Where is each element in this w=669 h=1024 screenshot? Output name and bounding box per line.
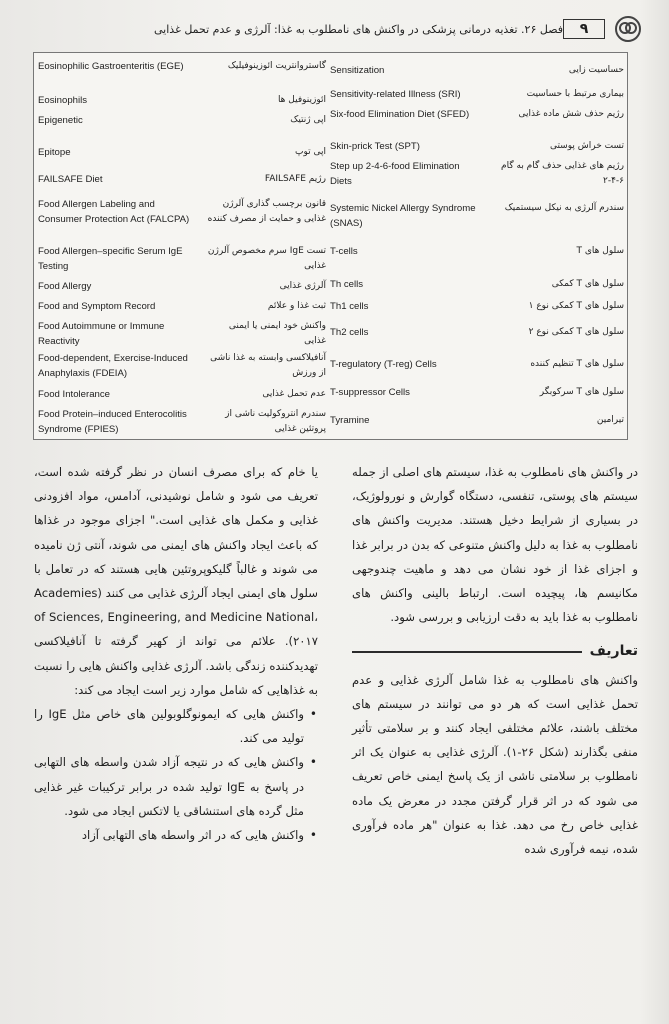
glossary-row: [330, 201, 624, 231]
continuation-paragraph: یا خام که برای مصرف انسان در نظر گرفته شده است، تعریف می شود و شامل نوشیدنی، آدامس، مواد افزودنی غذایی و مکمل های غذایی است." اجزای موجود در غذاها که باعث ایجاد واکنش های ایمنی می شوند، آنتی ژن نامیده می شوند و غالباً گلیکوپروتئین هایی هستند که در تعامل با سلول های ایمنی ایجاد آلرژی غذایی می کنند (Academies of Sciences, Engineering, and Medicine National، ۲۰۱۷). علائم می تواند از کهیر گرفته تا آنافیلاکسی تهدیدکننده زندگی باشد. آلرژی غذایی واکنش هایی را نسبت به غذاهایی که شامل موارد زیر است ایجاد می کند:: [34, 465, 318, 697]
glossary-row: [330, 299, 624, 314]
glossary-term-fa: سلول های T تنظیم کننده: [530, 359, 624, 369]
glossary-term-en: FAILSAFE Diet: [38, 174, 103, 185]
glossary-row: [38, 59, 326, 74]
glossary-term-en: Food Protein–induced Enterocolitis Syndrome (FPIES): [38, 409, 187, 435]
reaction-bullet-list: [34, 702, 318, 847]
glossary-row: [38, 93, 326, 108]
glossary-term-fa: آلرژی غذایی: [279, 281, 326, 291]
glossary-term-fa: سلول های T: [576, 246, 624, 256]
glossary-term-fa: رژیم حذف شش ماده غذایی: [518, 109, 624, 119]
glossary-term-fa: آنافیلاکسی وابسته به غذا ناشی از ورزش: [210, 353, 326, 378]
glossary-term-fa: سندرم انتروکولیت ناشی از پروتئین غذایی: [225, 409, 326, 434]
glossary-term-fa: سندرم آلرژی به نیکل سیستمیک: [504, 203, 624, 213]
glossary-row: [330, 325, 624, 340]
glossary-term-en: Skin-prick Test (SPT): [330, 141, 420, 152]
glossary-term-en: Food Autoimmune or Immune Reactivity: [38, 321, 165, 347]
glossary-row: [330, 87, 624, 102]
glossary-term-fa: سلول های T سرکوبگر: [539, 387, 624, 397]
glossary-term-en: Eosinophilic Gastroenteritis (EGE): [38, 61, 184, 72]
glossary-term-en: T-regulatory (T-reg) Cells: [330, 359, 437, 370]
glossary-term-en: Sensitization: [330, 65, 385, 76]
glossary-row: [330, 357, 624, 372]
glossary-term-en: Th cells: [330, 279, 364, 290]
glossary-term-en: Sensitivity-related Illness (SRI): [330, 89, 461, 100]
glossary-term-fa: واکنش خود ایمنی یا ایمنی غذایی: [228, 321, 326, 346]
glossary-row: [38, 197, 326, 227]
glossary-term-fa: حساسیت زایی: [568, 65, 624, 75]
glossary-term-fa: بیماری مرتبط با حساسیت: [526, 89, 624, 99]
glossary-term-fa: تیرامین: [596, 415, 624, 425]
page-number: ۹: [563, 19, 605, 39]
list-item: • واکنش هایی که ایمونوگلوبولین های خاص مثل IgE را تولید می کند.: [34, 702, 304, 750]
glossary-row: [330, 277, 624, 292]
glossary-row: [38, 172, 326, 187]
glossary-term-en: Eosinophils: [38, 95, 88, 106]
glossary-row: [38, 299, 326, 314]
publisher-logo-icon: [615, 16, 641, 42]
glossary-row: [330, 244, 624, 259]
glossary-term-fa: تست IgE سرم مخصوص آلرژن غذایی: [207, 246, 326, 271]
glossary-term-en: Food Allergy: [38, 281, 92, 292]
glossary-term-en: Food-dependent, Exercise-Induced Anaphylaxis (FDEIA): [38, 353, 188, 379]
glossary-row: [330, 413, 624, 428]
glossary-row: [38, 319, 326, 349]
glossary-term-fa: تست خراش پوستی: [549, 141, 624, 151]
glossary-term-fa: اپی توپ: [295, 147, 326, 157]
glossary-term-en: Epigenetic: [38, 115, 83, 126]
glossary-row: [330, 107, 624, 122]
glossary-term-en: Tyramine: [330, 415, 370, 426]
glossary-row: [38, 387, 326, 402]
glossary-term-en: Food and Symptom Record: [38, 301, 156, 312]
glossary-term-en: T-suppressor Cells: [330, 387, 410, 398]
list-item: • واکنش هایی که در اثر واسطه های التهابی آزاد: [34, 823, 304, 847]
glossary-term-fa: رژیم FAILSAFE: [264, 174, 326, 184]
body-right-column: [352, 460, 638, 861]
glossary-term-fa: عدم تحمل غذایی: [262, 389, 326, 399]
glossary-row: [330, 139, 624, 154]
glossary-term-en: Six-food Elimination Diet (SFED): [330, 109, 470, 120]
glossary-row: [38, 244, 326, 274]
glossary-row: [38, 407, 326, 437]
glossary-term-en: Epitope: [38, 147, 71, 158]
glossary-term-en: Th1 cells: [330, 301, 369, 312]
page-edge-shadow: [639, 0, 669, 1024]
glossary-term-fa: ثبت غذا و علائم: [267, 301, 326, 311]
glossary-row: [330, 159, 624, 189]
glossary-row: [38, 113, 326, 128]
section-heading-definitions: [352, 639, 638, 663]
glossary-term-fa: سلول های T کمکی نوع ۲: [528, 327, 624, 337]
definitions-paragraph: واکنش های نامطلوب به غذا شامل آلرژی غذایی و عدم تحمل غذایی است که هر دو می توانند در سیستم های مختلف باشند، علائم مختلفی ایجاد کنند و بر سلامتی تأثیر منفی بگذارند (شکل ۲۶-۱). آلرژی غذایی به عنوان یک اثر نامطلوب بر سلامتی ناشی از یک پاسخ ایمنی خاص تعریف می شود که در اثر قرار گرفتن مجدد در معرض یک ماده غذایی خاص رخ می دهد. غذا به عنوان "هر ماده فرآوری شده، نیمه فرآوری شده: [352, 672, 639, 857]
glossary-term-fa: سلول های T کمکی نوع ۱: [528, 301, 624, 311]
list-item: • واکنش هایی که در نتیجه آزاد شدن واسطه های التهابی در پاسخ به IgE تولید شده در برابر ترکیبات غیر غذایی مثل گرده های استنشاقی یا لاتکس ایجاد می شود.: [34, 750, 304, 823]
glossary-row: [330, 385, 624, 400]
glossary-row: [38, 145, 326, 160]
glossary-row: [38, 279, 326, 294]
glossary-term-fa: قانون برچسب گذاری آلرژن غذایی و حمایت از مصرف کننده: [207, 199, 326, 224]
glossary-row: [330, 63, 624, 78]
glossary-term-en: Systemic Nickel Allergy Syndrome (SNAS): [330, 203, 476, 229]
glossary-term-fa: ائوزینوفیل ها: [277, 95, 326, 105]
glossary-term-en: Food Allergen–specific Serum IgE Testing: [38, 246, 183, 272]
glossary-term-en: T-cells: [330, 246, 358, 257]
glossary-term-en: Food Allergen Labeling and Consumer Protection Act (FALCPA): [38, 199, 190, 225]
glossary-box: [33, 52, 628, 440]
glossary-term-fa: رژیم های غذایی حذف گام به گام ۶-۴-۲: [501, 161, 624, 186]
page-header: [18, 14, 649, 44]
glossary-term-en: Th2 cells: [330, 327, 369, 338]
glossary-term-en: Food Intolerance: [38, 389, 110, 400]
chapter-title: فصل ۲۶. تغذیه درمانی پزشکی در واکنش های نامطلوب به غذا: آلرژی و عدم تحمل غذایی: [154, 22, 563, 36]
intro-paragraph: در واکنش های نامطلوب به غذا، سیستم های اصلی از جمله سیستم های پوستی، تنفسی، دستگاه گوارش و نورولوژیک، در بسیاری از شرایط دخیل هستند. مدیریت واکنش های نامطلوب به غذا به دلیل واکنش متنوعی که بدن در برابر غذا و اجزای غذا از خود نشان می دهد و ماهیت چندوجهی مکانیسم ها، پیچیده است. ارتباط بالینی واکنش های نامطلوب به غذا باید به دقت ارزیابی و بررسی شود.: [352, 465, 638, 625]
body-left-column: [34, 460, 318, 847]
glossary-term-en: Step up 2-4-6-food Elimination Diets: [330, 161, 460, 187]
glossary-term-fa: اپی ژنتیک: [290, 115, 326, 125]
section-heading-label: تعاریف: [589, 643, 638, 660]
glossary-row: [38, 351, 326, 381]
glossary-term-fa: سلول های T کمکی: [551, 279, 624, 289]
glossary-term-fa: گاستروانتریت ائوزینوفیلیک: [227, 61, 326, 71]
